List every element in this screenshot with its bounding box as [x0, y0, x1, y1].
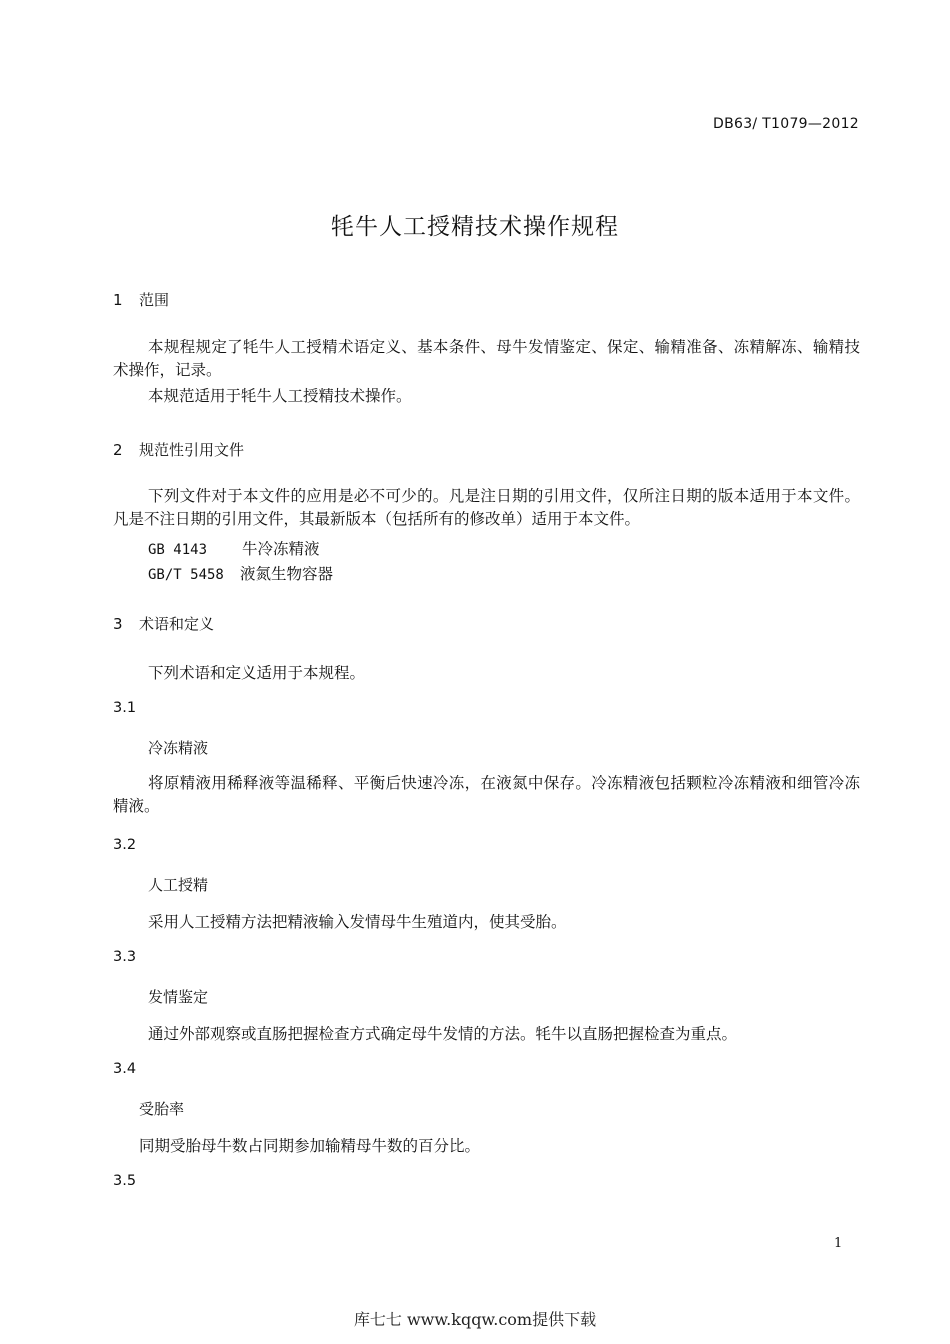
term-definition: 采用人工授精方法把精液输入发情母牛生殖道内，使其受胎。 [148, 913, 567, 931]
term-number: 3.2 [113, 837, 137, 853]
section-number: 2 [113, 441, 123, 459]
section-number: 3 [113, 615, 123, 633]
term-definition: 同期受胎母牛数占同期参加输精母牛数的百分比。 [139, 1137, 481, 1155]
term-number: 3.4 [113, 1061, 137, 1077]
term-name: 人工授精 [148, 876, 209, 894]
terms-intro: 下列术语和定义适用于本规程。 [148, 664, 366, 682]
section-heading-references [113, 439, 244, 460]
term-number: 3.3 [113, 949, 137, 965]
term-definition: 通过外部观察或直肠把握检查方式确定母牛发情的方法。牦牛以直肠把握检查为重点。 [148, 1025, 738, 1043]
scope-paragraph-1: 本规程规定了牦牛人工授精术语定义、基本条件、母牛发情鉴定、保定、输精准备、冻精解冻、输精技术操作，记录。 [113, 338, 860, 379]
term-name: 发情鉴定 [148, 988, 209, 1006]
reference-name: 牛冷冻精液 [242, 540, 320, 558]
reference-item [148, 537, 320, 559]
reference-code: GB 4143 [148, 542, 208, 558]
section-title: 规范性引用文件 [139, 441, 245, 459]
document-title: 牦牛人工授精技术操作规程 [331, 214, 619, 240]
section-title: 范围 [139, 291, 170, 309]
page-number: 1 [834, 1236, 843, 1251]
term-number: 3.1 [113, 700, 137, 716]
section-title: 术语和定义 [139, 615, 215, 633]
section-heading-scope [113, 289, 169, 310]
reference-item [148, 562, 333, 584]
term-number: 3.5 [113, 1173, 137, 1189]
section-heading-terms [113, 613, 214, 634]
term-definition: 将原精液用稀释液等温稀释、平衡后快速冷冻，在液氮中保存。冷冻精液包括颗粒冷冻精液和细管冷冻精液。 [113, 774, 860, 815]
reference-code: GB/T 5458 [148, 567, 224, 583]
section-number: 1 [113, 291, 123, 309]
term-name: 受胎率 [139, 1100, 185, 1118]
term-name: 冷冻精液 [148, 739, 209, 757]
standard-code: DB63/ T1079—2012 [713, 116, 859, 132]
footer-watermark: 库七七 www.kqqw.com提供下载 [353, 1310, 597, 1329]
references-paragraph: 下列文件对于本文件的应用是必不可少的。凡是注日期的引用文件，仅所注日期的版本适用于本文件。凡是不注日期的引用文件，其最新版本（包括所有的修改单）适用于本文件。 [113, 487, 860, 528]
reference-name: 液氮生物容器 [240, 565, 334, 583]
scope-paragraph-2: 本规范适用于牦牛人工授精技术操作。 [148, 387, 412, 405]
